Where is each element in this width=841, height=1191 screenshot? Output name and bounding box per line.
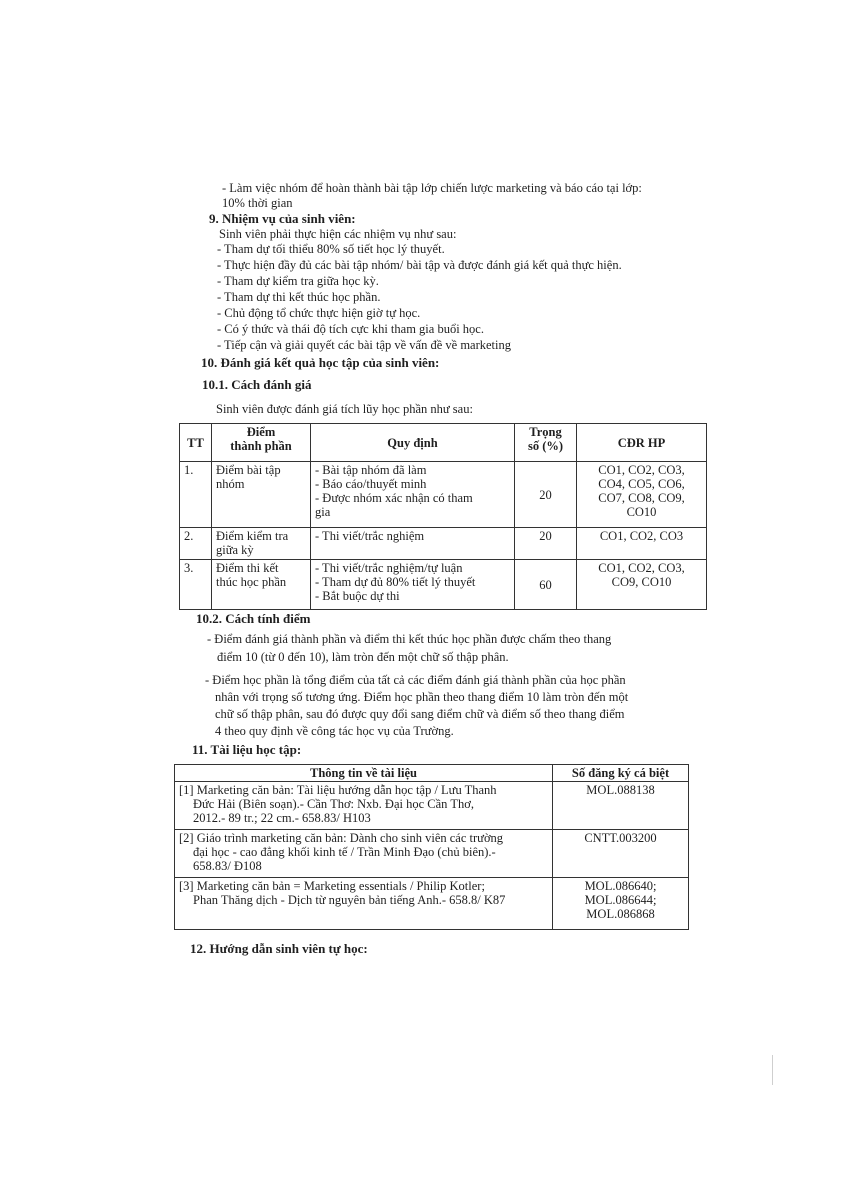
section-9-item: - Tham dự thi kết thúc học phần.: [217, 290, 381, 304]
cell-code: [553, 878, 689, 930]
cell-line: [3] Marketing căn bản = Marketing essentials / Philip Kotler;: [179, 879, 485, 893]
cell-line: giữa kỳ: [216, 543, 254, 557]
section-9-item: - Tham dự tối thiểu 80% số tiết học lý thuyết.: [217, 242, 445, 256]
cell-line: CO7, CO8, CO9,: [598, 491, 685, 505]
cell-line: 2012.- 89 tr.; 22 cm.- 658.83/ H103: [193, 811, 371, 825]
cell-line: [1] Marketing căn bản: Tài liệu hướng dẫn học tập / Lưu Thanh: [179, 783, 497, 797]
intro-bullet-line-2: 10% thời gian: [222, 196, 293, 210]
cell-line: Phan Thăng dịch - Dịch từ nguyên bản tiếng Anh.- 658.8/ K87: [193, 893, 506, 907]
cell-line: MOL.086640;: [584, 879, 657, 893]
cell-weight: 20: [515, 528, 577, 560]
cell-line: - Thi viết/trắc nghiệm/tự luận: [315, 561, 463, 575]
table-row: [175, 782, 689, 830]
header-rule: Quy định: [311, 424, 515, 462]
section-9-item: - Tham dự kiểm tra giữa học kỳ.: [217, 274, 379, 288]
section-9-heading: 9. Nhiệm vụ của sinh viên:: [209, 211, 356, 226]
cell-tt: 2.: [180, 528, 212, 560]
section-10-1-heading: 10.1. Cách đánh giá: [202, 377, 312, 392]
calc-paragraph-1-line: - Điểm đánh giá thành phần và điểm thi kết thúc học phần được chấm theo thang: [207, 632, 612, 646]
cell-cdr: [577, 528, 707, 560]
cell-line: - Bắt buộc dự thi: [315, 589, 400, 603]
cell-component: [212, 560, 311, 610]
header-cdr: CĐR HP: [577, 424, 707, 462]
header-component: [212, 424, 311, 462]
cell-line: 658.83/ Đ108: [193, 859, 262, 873]
intro-bullet-line-1: - Làm việc nhóm để hoàn thành bài tập lớp chiến lược marketing và báo cáo tại lớp:: [222, 181, 642, 195]
cell-line: CO4, CO5, CO6,: [598, 477, 685, 491]
cell-rule: [311, 560, 515, 610]
section-12-heading: 12. Hướng dẫn sinh viên tự học:: [190, 941, 368, 956]
cell-line: [2] Giáo trình marketing căn bản: Dành cho sinh viên các trường: [179, 831, 504, 845]
references-table-header: [175, 765, 689, 782]
cell-line: đại học - cao đẳng khối kinh tế / Trần Minh Đạo (chủ biên).-: [193, 845, 496, 859]
cell-component: [212, 528, 311, 560]
cell-tt: 3.: [180, 560, 212, 610]
section-9-item: - Thực hiện đầy đủ các bài tập nhóm/ bài tập và được đánh giá kết quả thực hiện.: [217, 258, 622, 272]
cell-line: CO10: [626, 505, 657, 519]
cell-line: Đức Hải (Biên soạn).- Cần Thơ: Nxb. Đại học Cần Thơ,: [193, 797, 474, 811]
table-row: [180, 462, 707, 528]
header-weight-line: Trọng: [529, 425, 562, 439]
header-component-line: thành phần: [230, 439, 292, 453]
cell-line: CO1, CO2, CO3,: [598, 561, 685, 575]
cell-line: CNTT.003200: [584, 831, 657, 845]
cell-line: MOL.086868: [586, 907, 655, 921]
cell-line: CO1, CO2, CO3,: [598, 463, 685, 477]
cell-rule: [311, 528, 515, 560]
cell-code: [553, 830, 689, 878]
section-9-item: - Tiếp cận và giải quyết các bài tập về vấn đề về marketing: [217, 338, 511, 352]
header-code: Số đăng ký cá biệt: [553, 765, 689, 782]
calc-paragraph-1-line: điểm 10 (từ 0 đến 10), làm tròn đến một chữ số thập phân.: [217, 650, 509, 664]
section-9-item: - Có ý thức và thái độ tích cực khi tham gia buổi học.: [217, 322, 484, 336]
cell-reference: [175, 878, 553, 930]
header-weight: [515, 424, 577, 462]
cell-line: - Bài tập nhóm đã làm: [315, 463, 427, 477]
cell-line: thúc học phần: [216, 575, 287, 589]
cell-line: - Thi viết/trắc nghiệm: [315, 529, 425, 543]
table-row: [175, 830, 689, 878]
table-row: [180, 560, 707, 610]
cell-line: gia: [315, 505, 331, 519]
cell-line: Điểm bài tập: [216, 463, 281, 477]
cell-code: [553, 782, 689, 830]
references-table: [174, 764, 689, 930]
calc-paragraph-2-line: nhân với trọng số tương ứng. Điểm học phần theo thang điểm 10 làm tròn đến một: [215, 690, 629, 704]
scan-edge-mark: [772, 1055, 773, 1085]
cell-line: MOL.086644;: [584, 893, 657, 907]
calc-paragraph-2-line: - Điểm học phần là tổng điểm của tất cả các điểm đánh giá thành phần của học phần: [205, 673, 626, 687]
assessment-table: [179, 423, 707, 610]
section-9-item: - Chủ động tổ chức thực hiện giờ tự học.: [217, 306, 421, 320]
cell-cdr: [577, 462, 707, 528]
cell-weight: 60: [515, 560, 577, 610]
cell-line: - Được nhóm xác nhận có tham: [315, 491, 473, 505]
cell-cdr: [577, 560, 707, 610]
calc-paragraph-2-line: 4 theo quy định về công tác học vụ của Trường.: [215, 724, 454, 738]
table-row: [175, 878, 689, 930]
cell-tt: 1.: [180, 462, 212, 528]
cell-line: CO9, CO10: [611, 575, 672, 589]
cell-reference: [175, 830, 553, 878]
section-11-heading: 11. Tài liệu học tập:: [192, 742, 302, 757]
section-10-2-heading: 10.2. Cách tính điểm: [196, 611, 311, 626]
assessment-table-header: [180, 424, 707, 462]
cell-reference: [175, 782, 553, 830]
cell-line: nhóm: [216, 477, 245, 491]
cell-rule: [311, 462, 515, 528]
calc-paragraph-2-line: chữ số thập phân, sau đó được quy đổi sang điểm chữ và điểm số theo thang điểm: [215, 707, 625, 721]
cell-line: - Tham dự đủ 80% tiết lý thuyết: [315, 575, 476, 589]
cell-line: Điểm kiểm tra: [216, 529, 289, 543]
cell-line: Điểm thi kết: [216, 561, 279, 575]
cell-component: [212, 462, 311, 528]
cell-line: CO1, CO2, CO3: [599, 529, 684, 543]
cell-line: MOL.088138: [586, 783, 655, 797]
header-component-line: Điểm: [246, 425, 276, 439]
header-tt: TT: [180, 424, 212, 462]
header-weight-line: số (%): [527, 439, 564, 453]
cell-line: - Báo cáo/thuyết minh: [315, 477, 427, 491]
section-10-1-lead: Sinh viên được đánh giá tích lũy học phần như sau:: [216, 402, 473, 416]
table-row: [180, 528, 707, 560]
cell-weight: 20: [515, 462, 577, 528]
header-info: Thông tin về tài liệu: [175, 765, 553, 782]
section-10-heading: 10. Đánh giá kết quả học tập của sinh viên:: [201, 355, 440, 370]
section-9-lead: Sinh viên phải thực hiện các nhiệm vụ như sau:: [219, 227, 457, 241]
